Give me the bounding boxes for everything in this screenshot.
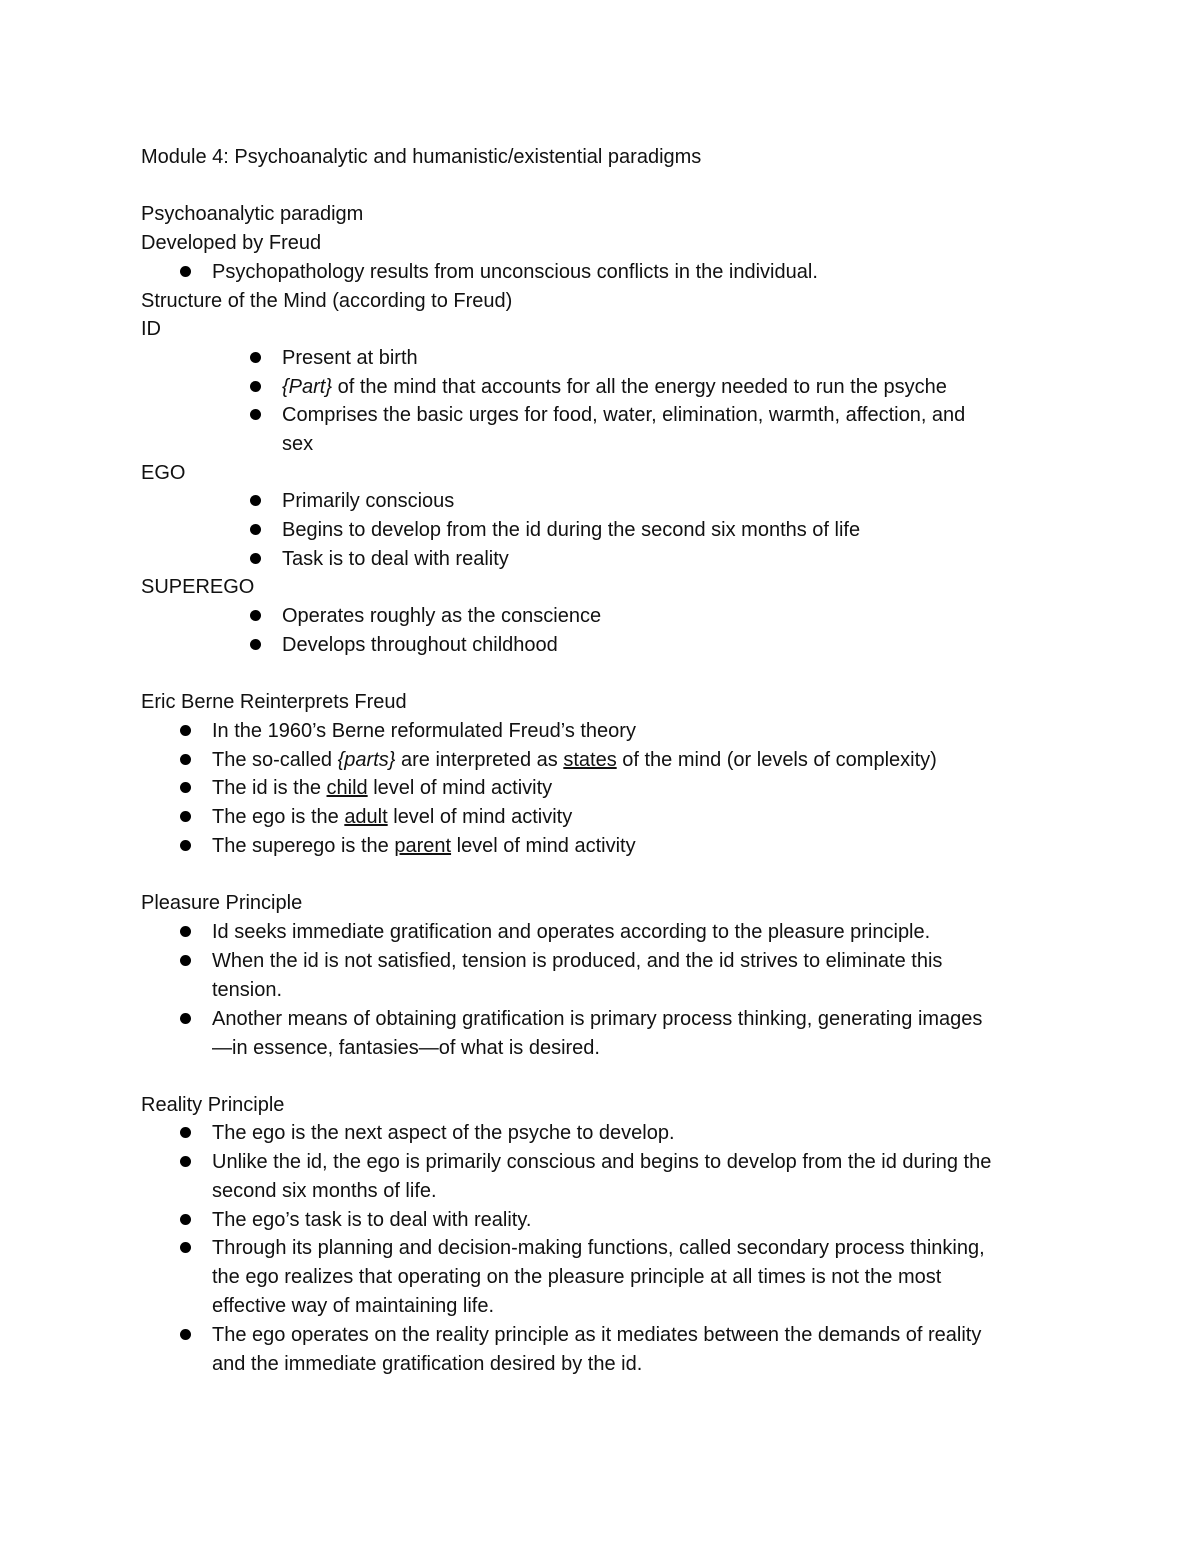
id-label: ID (141, 318, 161, 340)
bullet-icon (180, 811, 191, 822)
bullet-icon (250, 553, 261, 564)
list-item-continuation: and the immediate gratification desired by the id. (212, 1353, 643, 1375)
list-item: Psychopathology results from unconscious conflicts in the individual. (212, 261, 818, 283)
list-item (212, 832, 636, 860)
bullet-icon (250, 495, 261, 506)
bullet-icon (180, 926, 191, 937)
bullet-icon (250, 409, 261, 420)
list-item: Another means of obtaining gratification is primary process thinking, generating images (212, 1008, 983, 1030)
list-item: Primarily conscious (282, 490, 455, 512)
parts-term: {parts} (337, 749, 396, 771)
list-item: Develops throughout childhood (282, 634, 558, 656)
section-heading-berne: Eric Berne Reinterprets Freud (141, 691, 407, 713)
states-term: states (563, 749, 617, 771)
list-item: Task is to deal with reality (282, 548, 509, 570)
bullet-icon (180, 1156, 191, 1167)
part-term: {Part} (282, 376, 333, 398)
list-item-continuation: tension. (212, 979, 283, 1001)
list-item-text: are interpreted as (395, 749, 564, 771)
list-item: Operates roughly as the conscience (282, 605, 602, 627)
list-item: Id seeks immediate gratification and operates according to the pleasure principle. (212, 921, 931, 943)
list-item-continuation: —in essence, fantasies—of what is desired. (212, 1037, 600, 1059)
bullet-icon (180, 840, 191, 851)
list-item-text: level of mind activity (451, 835, 636, 857)
list-item (212, 774, 552, 802)
list-item-text: level of mind activity (367, 777, 553, 799)
bullet-icon (180, 1214, 191, 1225)
list-item: The ego is the next aspect of the psyche to develop. (212, 1122, 675, 1144)
list-item: Unlike the id, the ego is primarily conscious and begins to develop from the id during the (212, 1151, 992, 1173)
section-heading-pleasure: Pleasure Principle (141, 892, 303, 914)
bullet-icon (250, 524, 261, 535)
list-item-text: of the mind (or levels of complexity) (616, 749, 937, 771)
list-item-continuation: second six months of life. (212, 1180, 437, 1202)
bullet-icon (180, 266, 191, 277)
list-item: In the 1960’s Berne reformulated Freud’s theory (212, 720, 636, 742)
parent-term: parent (394, 835, 452, 857)
list-item (212, 746, 937, 774)
bullet-icon (180, 725, 191, 736)
list-item: The ego’s task is to deal with reality. (212, 1209, 532, 1231)
section-heading-reality: Reality Principle (141, 1094, 285, 1116)
list-item: Through its planning and decision-making functions, called secondary process thinking, (212, 1237, 985, 1259)
bullet-icon (180, 782, 191, 793)
list-item-text: The so-called (212, 749, 338, 771)
developed-by-line: Developed by Freud (141, 232, 322, 254)
list-item: Present at birth (282, 347, 418, 369)
bullet-icon (180, 955, 191, 966)
document-title: Module 4: Psychoanalytic and humanistic/existential paradigms (141, 146, 702, 168)
bullet-icon (250, 381, 261, 392)
bullet-icon (250, 352, 261, 363)
child-term: child (326, 777, 368, 799)
list-item: Begins to develop from the id during the second six months of life (282, 519, 861, 541)
list-item: Comprises the basic urges for food, water, elimination, warmth, affection, and (282, 404, 966, 426)
bullet-icon (180, 1013, 191, 1024)
list-item (212, 803, 572, 831)
list-item-text: The id is the (212, 777, 327, 799)
list-item-continuation: effective way of maintaining life. (212, 1295, 495, 1317)
bullet-icon (180, 1127, 191, 1138)
list-item-text: The superego is the (212, 835, 395, 857)
list-item (282, 373, 947, 401)
bullet-icon (180, 1329, 191, 1340)
bullet-icon (250, 610, 261, 621)
bullet-icon (180, 1242, 191, 1253)
adult-term: adult (344, 806, 388, 828)
list-item-continuation: the ego realizes that operating on the pleasure principle at all times is not the most (212, 1266, 942, 1288)
ego-label: EGO (141, 462, 186, 484)
bullet-icon (180, 754, 191, 765)
list-item-continuation: sex (282, 433, 314, 455)
structure-heading: Structure of the Mind (according to Freud) (141, 290, 513, 312)
section-heading-psychoanalytic: Psychoanalytic paradigm (141, 203, 364, 225)
bullet-icon (250, 639, 261, 650)
list-item-text: of the mind that accounts for all the energy needed to run the psyche (332, 376, 947, 398)
list-item-text: The ego is the (212, 806, 345, 828)
list-item-text: level of mind activity (387, 806, 573, 828)
list-item: The ego operates on the reality principle as it mediates between the demands of reality (212, 1324, 982, 1346)
list-item: When the id is not satisfied, tension is produced, and the id strives to eliminate this (212, 950, 943, 972)
superego-label: SUPEREGO (141, 576, 255, 598)
